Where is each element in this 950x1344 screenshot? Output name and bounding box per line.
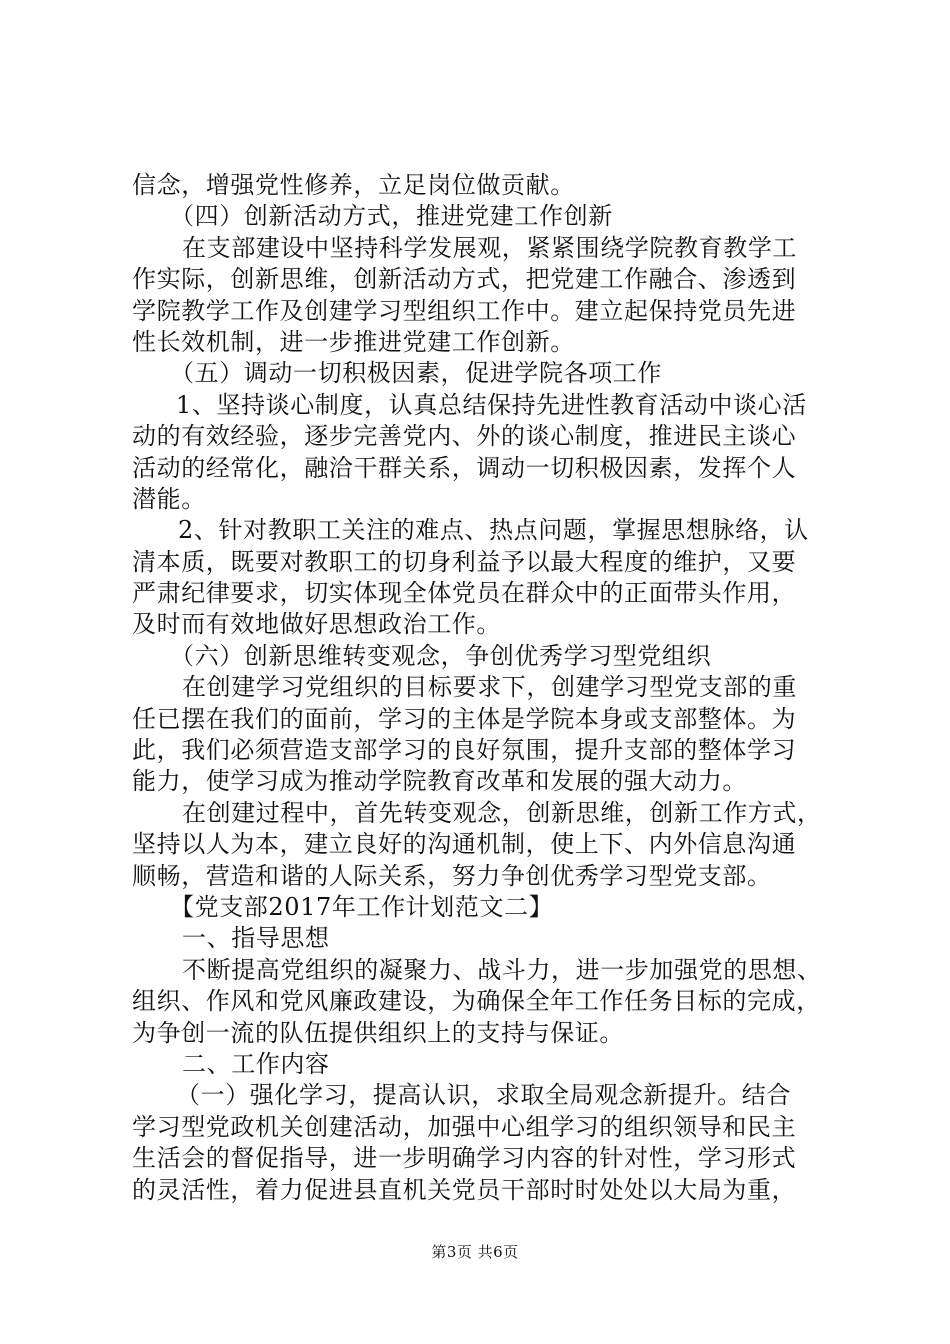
document-body (132, 170, 832, 1206)
text-line: 坚持以人为本，建立良好的沟通机制，使上下、内外信息沟通 (132, 830, 797, 859)
text-line: 潜能。 (132, 484, 206, 513)
text-line: 清本质，既要对教职工的切身利益予以最大程度的维护，又要 (132, 547, 797, 576)
text-line: 组织、作风和党风廉政建设，为确保全年工作任务目标的完成， (132, 987, 821, 1016)
text-line: 学习型党政机关创建活动，加强中心组学习的组织领导和民主 (132, 1112, 797, 1141)
text-line: 一、指导思想 (182, 924, 330, 953)
text-line: （四）创新活动方式，推进党建工作创新 (170, 202, 613, 231)
text-line: 生活会的督促指导，进一步明确学习内容的针对性，学习形式 (132, 1144, 797, 1173)
text-line: （五）调动一切积极因素，促进学院各项工作 (170, 359, 662, 388)
text-line: 任已摆在我们的面前，学习的主体是学院本身或支部整体。为 (132, 704, 797, 733)
text-line: 1、坚持谈心制度，认真总结保持先进性教育活动中谈心活 (176, 390, 807, 419)
text-line: 严肃纪律要求，切实体现全体党员在群众中的正面带头作用， (132, 579, 797, 608)
page-footer: 第3页 共6页 (431, 1243, 519, 1261)
text-line: （一）强化学习，提高认识，求取全局观念新提升。结合 (176, 1081, 791, 1110)
text-line: 信念，增强党性修养，立足岗位做贡献。 (132, 171, 575, 199)
text-line: 【党支部2017年工作计划范文二】 (170, 892, 554, 921)
text-line: 作实际，创新思维，创新活动方式，把党建工作融合、渗透到 (132, 265, 797, 294)
text-line: 顺畅，营造和谐的人际关系，努力争创优秀学习型党支部。 (132, 861, 772, 890)
text-line: 性长效机制，进一步推进党建工作创新。 (132, 327, 575, 356)
text-line: 不断提高党组织的凝聚力、战斗力，进一步加强党的思想、 (182, 955, 822, 984)
text-line: 及时而有效地做好思想政治工作。 (132, 610, 501, 639)
text-line: 在支部建设中坚持科学发展观，紧紧围绕学院教育教学工 (182, 233, 797, 262)
text-line: 2、针对教职工关注的难点、热点问题，掌握思想脉络，认 (178, 516, 809, 545)
text-line: 在创建过程中，首先转变观念，创新思维，创新工作方式， (182, 798, 822, 827)
text-line: 学院教学工作及创建学习型组织工作中。建立起保持党员先进 (132, 296, 797, 325)
text-line: 活动的经常化，融洽干群关系，调动一切积极因素，发挥个人 (132, 453, 797, 482)
text-line: 动的有效经验，逐步完善党内、外的谈心制度，推进民主谈心 (132, 422, 797, 451)
text-line: 为争创一流的队伍提供组织上的支持与保证。 (132, 1018, 624, 1047)
text-line: 二、工作内容 (182, 1049, 330, 1078)
text-line: 的灵活性，着力促进县直机关党员干部时时处处以大局为重， (132, 1175, 797, 1204)
text-line: 此，我们必须营造支部学习的良好氛围，提升支部的整体学习 (132, 736, 797, 765)
text-line: （六）创新思维转变观念，争创优秀学习型党组织 (170, 641, 712, 670)
text-line: 能力，使学习成为推动学院教育改革和发展的强大动力。 (132, 767, 747, 796)
text-line: 在创建学习党组织的目标要求下，创建学习型党支部的重 (182, 673, 797, 702)
